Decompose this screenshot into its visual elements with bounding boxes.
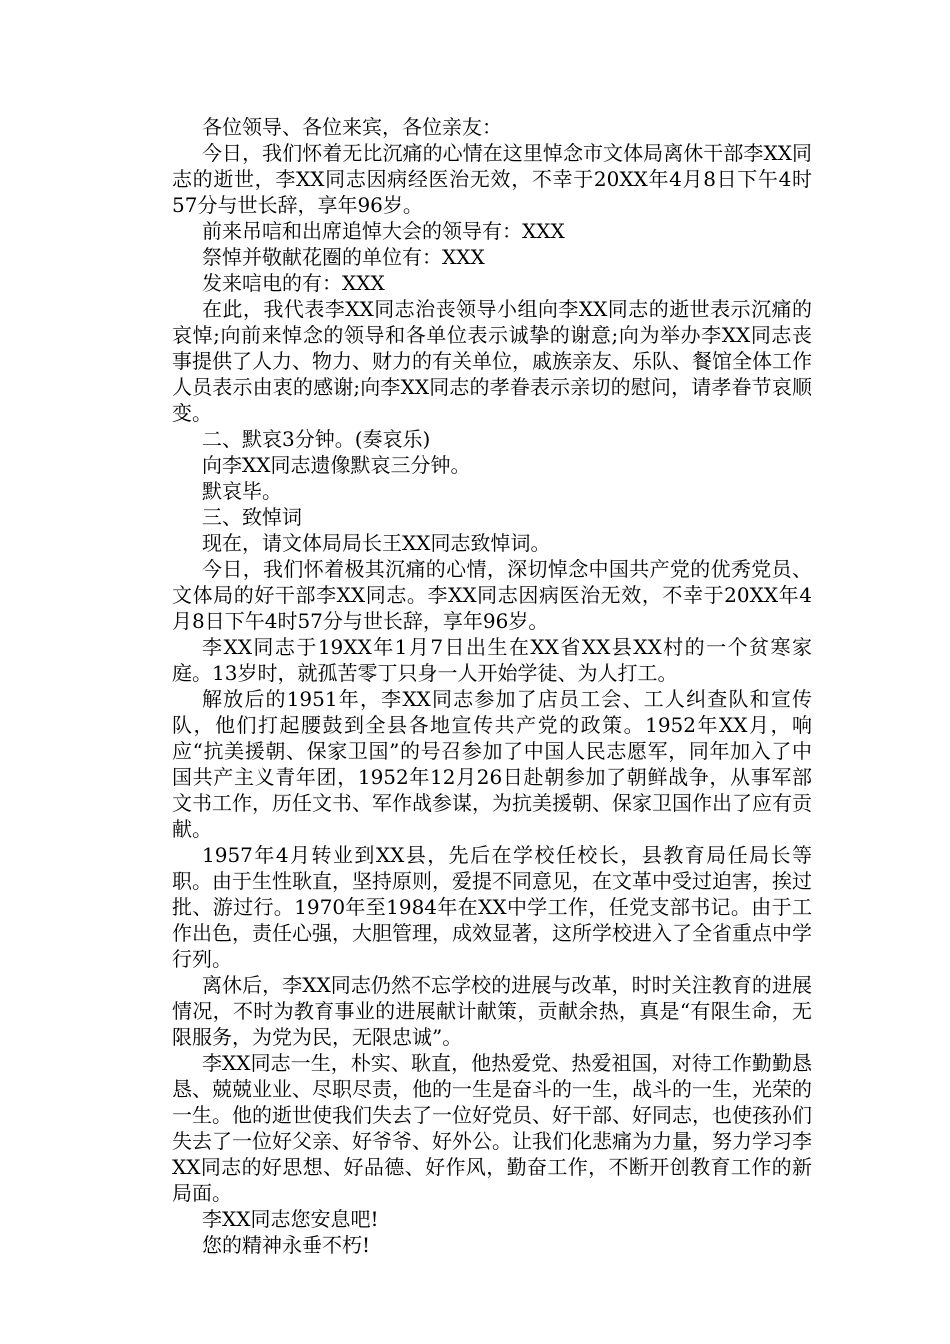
- paragraph-opening: 今日，我们怀着无比沉痛的心情在这里悼念市文体局离休干部李XX同志的逝世，李XX同志因病经医治无效，不幸于20XX年4月8日下午4时57分与世长辞，享年96岁。: [172, 141, 812, 217]
- paragraph-birth: 李XX同志于19XX年1月7日出生在XX省XX县XX村的一个贫寒家庭。13岁时，就孤苦零丁只身一人开始学徒、为人打工。: [172, 635, 812, 685]
- paragraph-greeting: 各位领导、各位来宾，各位亲友：: [202, 115, 502, 139]
- paragraph-leaders: 前来吊唁和出席追悼大会的领导有：XXX: [202, 219, 565, 243]
- paragraph-life-summary: 李XX同志一生，朴实、耿直，他热爱党、热爱祖国，对待工作勤勤恳恳、兢兢业业、尽职尽责，他的一生是奋斗的一生，战斗的一生，光荣的一生。他的逝世使我们失去了一位好党员、好干部、好同志，也使孩孙们失去了一位好父亲、好爷爷、好外公。让我们化悲痛为力量，努力学习李XX同志的好思想、好品德、好作风，勤奋工作，不断开创教育工作的新局面。: [172, 1051, 812, 1205]
- paragraph-eulogy-intro: 现在，请文体局局长王XX同志致悼词。: [202, 531, 551, 555]
- paragraph-eulogy-opening: 今日，我们怀着极其沉痛的心情，深切悼念中国共产党的优秀党员、文体局的好干部李XX同志。李XX同志因病医治无效，不幸于20XX年4月8日下午4时57分与世长辞，享年96岁。: [172, 557, 812, 633]
- paragraph-silence: 向李XX同志遗像默哀三分钟。: [202, 453, 471, 477]
- heading-silence: 二、默哀3分钟。(奏哀乐): [202, 427, 431, 451]
- paragraph-wreath-units: 祭悼并敬献花圈的单位有：XXX: [202, 245, 485, 269]
- heading-eulogy: 三、致悼词: [202, 505, 302, 529]
- paragraph-career: 1957年4月转业到XX县，先后在学校任校长，县教育局任局长等职。由于生性耿直，坚持原则，爱提不同意见，在文革中受过迫害，挨过批、游过行。1970年至1984年在XX中学工作，任党支部书记。由于工作出色，责任心强，大胆管理，成效显著，这所学校进入了全省重点中学行列。: [172, 843, 812, 971]
- paragraph-telegrams: 发来唁电的有：XXX: [202, 271, 385, 295]
- document-body: [172, 114, 812, 1258]
- paragraph-closing: 您的精神永垂不朽!: [202, 1233, 371, 1257]
- paragraph-thanks: 在此，我代表李XX同志治丧领导小组向李XX同志的逝世表示沉痛的哀悼;向前来悼念的领导和各单位表示诚挚的谢意;向为举办李XX同志丧事提供了人力、物力、财力的有关单位，戚族亲友、乐队、餐馆全体工作人员表示由衷的感谢;向李XX同志的孝眷表示亲切的慰问，请孝眷节哀顺变。: [172, 297, 812, 425]
- paragraph-retirement: 离休后，李XX同志仍然不忘学校的进展与改革，时时关注教育的进展情况，不时为教育事业的进展献计献策，贡献余热，真是“有限生命，无限服务，为党为民，无限忠诚”。: [172, 973, 812, 1049]
- paragraph-silence-end: 默哀毕。: [202, 479, 282, 503]
- paragraph-military: 解放后的1951年，李XX同志参加了店员工会、工人纠查队和宣传队，他们打起腰鼓到全县各地宣传共产党的政策。1952年XX月，响应“抗美援朝、保家卫国”的号召参加了中国人民志愿军，同年加入了中国共产主义青年团，1952年12月26日赴朝参加了朝鲜战争，从事军部文书工作，历任文书、军作战参谋，为抗美援朝、保家卫国作出了应有贡献。: [172, 687, 812, 841]
- paragraph-farewell: 李XX同志您安息吧!: [202, 1207, 379, 1231]
